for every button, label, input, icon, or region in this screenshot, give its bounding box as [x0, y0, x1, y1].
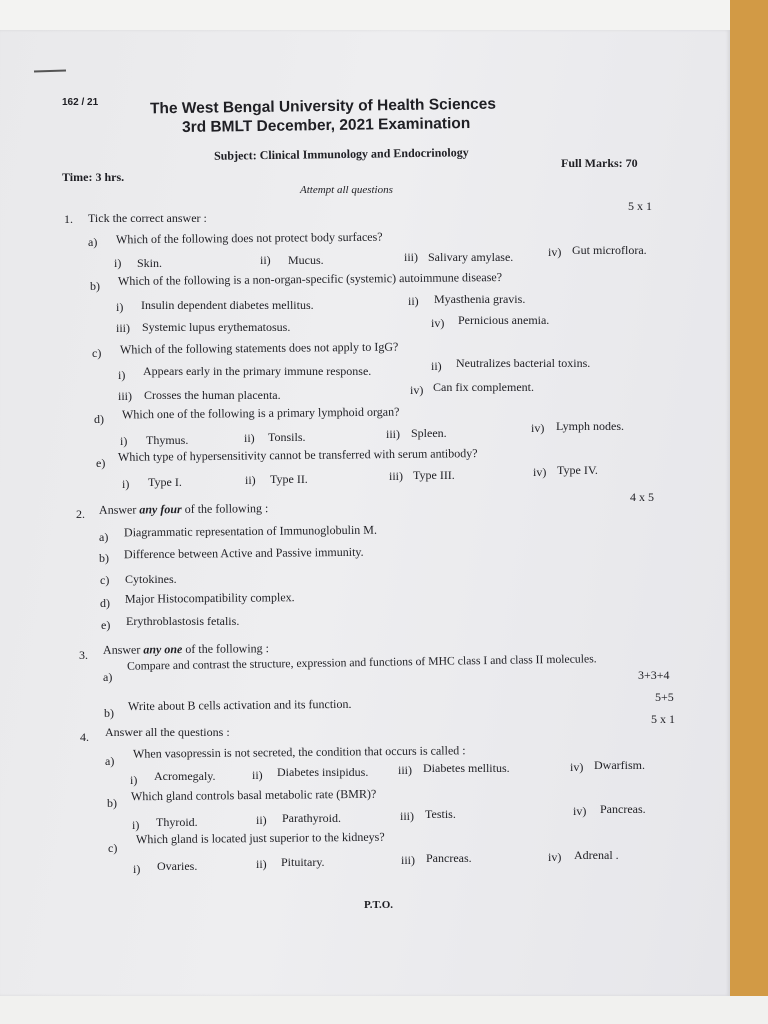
q4a-opt3: Diabetes mellitus.: [423, 761, 510, 775]
q4b-opt3-label: iii): [400, 809, 414, 823]
q1e-opt2-label: ii): [245, 473, 256, 487]
q3-instruction: Answer any one of the following :: [102, 641, 270, 657]
q1b-opt2: Myasthenia gravis.: [434, 292, 526, 306]
q3b-label: b): [104, 706, 114, 720]
q1e-opt1-label: i): [122, 477, 130, 491]
q1b-opt4: Pernicious anemia.: [458, 313, 550, 327]
q4c-label: c): [108, 841, 118, 855]
q1e-opt4-label: iv): [533, 465, 547, 479]
q4a-opt2: Diabetes insipidus.: [277, 765, 369, 779]
q1d-opt2: Tonsils.: [268, 430, 306, 444]
q2-marks: 4 x 5: [630, 490, 654, 504]
q3a-text: Compare and contrast the structure, expression and functions of MHC class I and class II molecules.: [126, 652, 597, 673]
q4c-opt2: Pituitary.: [281, 855, 325, 869]
q2b-text: Difference between Active and Passive immunity.: [123, 544, 364, 562]
q1c-opt4: Can fix complement.: [433, 380, 534, 394]
q4c-opt3: Pancreas.: [426, 851, 472, 865]
subject-line: Subject: Clinical Immunology and Endocrinology: [213, 145, 469, 163]
full-marks: Full Marks: 70: [561, 156, 638, 170]
q1a-opt3: Salivary amylase.: [428, 250, 514, 264]
q1-marks: 5 x 1: [628, 199, 652, 213]
q4-number: 4.: [80, 730, 89, 744]
q4a-opt4-label: iv): [570, 760, 584, 774]
instruction-line: Attempt all questions: [300, 184, 393, 196]
q1b-opt3: Systemic lupus erythematosus.: [142, 320, 291, 334]
q4b-opt2: Parathyroid.: [282, 811, 341, 825]
q1e-opt3-label: iii): [389, 469, 403, 483]
q2c-text: Cytokines.: [125, 572, 177, 586]
q2b-label: b): [99, 551, 109, 565]
q1c-text: Which of the following statements does not apply to IgG?: [119, 339, 399, 357]
q4c-opt3-label: iii): [401, 853, 415, 867]
q1a-opt4-label: iv): [548, 245, 562, 259]
q1c-opt3-label: iii): [118, 389, 132, 403]
q2d-text: Major Histocompatibility complex.: [124, 590, 295, 606]
q4a-opt1: Acromegaly.: [154, 769, 216, 783]
q1b-opt2-label: ii): [408, 294, 419, 308]
q1b-opt3-label: iii): [116, 321, 130, 335]
q2-number: 2.: [76, 507, 85, 521]
q1b-label: b): [90, 279, 100, 293]
q4b-opt1: Thyroid.: [156, 815, 198, 829]
q2a-label: a): [99, 530, 109, 544]
q1a-opt2: Mucus.: [288, 253, 324, 267]
q4a-label: a): [105, 754, 115, 768]
q1d-text: Which one of the following is a primary lymphoid organ?: [121, 404, 400, 422]
q4a-opt2-label: ii): [252, 768, 263, 782]
q1a-opt3-label: iii): [404, 250, 418, 264]
q3a-label: a): [103, 670, 113, 684]
q1d-opt1: Thymus.: [146, 433, 189, 447]
q1a-opt1: Skin.: [137, 256, 163, 270]
paper-code: 162 / 21: [62, 97, 99, 108]
q3a-marks: 3+3+4: [638, 668, 670, 682]
q1c-opt2: Neutralizes bacterial toxins.: [456, 356, 591, 370]
desk-background-bottom: [0, 996, 768, 1024]
q1c-opt3: Crosses the human placenta.: [144, 388, 281, 402]
q1a-text: Which of the following does not protect body surfaces?: [115, 229, 383, 247]
q2d-label: d): [100, 596, 110, 610]
desk-background-top: [0, 0, 768, 30]
q1e-label: e): [96, 456, 106, 470]
q3-number: 3.: [79, 648, 88, 662]
q4b-label: b): [107, 796, 117, 810]
q1a-opt4: Gut microflora.: [572, 243, 647, 257]
q4c-text: Which gland is located just superior to the kidneys?: [135, 829, 385, 847]
q4a-text: When vasopressin is not secreted, the condition that occurs is called :: [132, 743, 466, 761]
q1a-opt2-label: ii): [260, 253, 271, 267]
q1d-opt3: Spleen.: [411, 426, 447, 440]
q2a-text: Diagrammatic representation of Immunoglobulin M.: [123, 522, 378, 540]
q3b-text: Write about B cells activation and its function.: [127, 696, 352, 714]
q4c-opt4: Adrenal .: [574, 848, 619, 862]
q4a-opt1-label: i): [130, 773, 138, 787]
q4c-opt2-label: ii): [256, 857, 267, 871]
desk-background-right: [730, 0, 768, 1024]
q1b-opt4-label: iv): [431, 316, 445, 330]
q4c-opt1-label: i): [133, 862, 141, 876]
q1c-label: c): [92, 346, 102, 360]
q1b-opt1: Insulin dependent diabetes mellitus.: [141, 298, 314, 312]
q1b-text: Which of the following is a non-organ-specific (systemic) autoimmune disease?: [117, 269, 503, 289]
q4c-opt4-label: iv): [548, 850, 562, 864]
q1d-opt3-label: iii): [386, 427, 400, 441]
q4b-opt4: Pancreas.: [600, 802, 646, 816]
q1d-opt4: Lymph nodes.: [556, 419, 624, 433]
q1c-opt4-label: iv): [410, 383, 424, 397]
q4a-opt3-label: iii): [398, 763, 412, 777]
please-turn-over: P.T.O.: [364, 899, 394, 911]
q4a-opt4: Dwarfism.: [594, 758, 645, 772]
q1d-label: d): [94, 412, 104, 426]
exam-title: 3rd BMLT December, 2021 Examination: [181, 114, 471, 137]
q1d-opt2-label: ii): [244, 431, 255, 445]
q1c-opt1: Appears early in the primary immune response.: [143, 364, 372, 378]
q2e-label: e): [101, 618, 111, 632]
q1-number: 1.: [64, 212, 73, 226]
q4-marks: 5 x 1: [651, 712, 675, 726]
q2c-label: c): [100, 573, 110, 587]
q4b-opt3: Testis.: [425, 807, 456, 821]
q1e-opt2: Type II.: [270, 472, 308, 486]
q4b-opt4-label: iv): [573, 804, 587, 818]
q1c-opt1-label: i): [118, 368, 126, 382]
q1e-opt4: Type IV.: [557, 463, 598, 477]
q1b-opt1-label: i): [116, 300, 124, 314]
q1d-opt1-label: i): [120, 434, 128, 448]
q4b-opt2-label: ii): [256, 813, 267, 827]
q1d-opt4-label: iv): [531, 421, 545, 435]
q4b-text: Which gland controls basal metabolic rate (BMR)?: [130, 786, 377, 804]
q1e-text: Which type of hypersensitivity cannot be transferred with serum antibody?: [117, 446, 478, 464]
q1a-label: a): [88, 235, 98, 249]
university-title: The West Bengal University of Health Sciences: [149, 95, 497, 118]
q4-instruction: Answer all the questions :: [105, 725, 230, 739]
q1a-opt1-label: i): [114, 256, 122, 270]
q2-instruction: Answer any four of the following :: [98, 501, 269, 517]
q1-instruction: Tick the correct answer :: [88, 211, 207, 225]
time-allowed: Time: 3 hrs.: [62, 170, 125, 184]
q1c-opt2-label: ii): [431, 359, 442, 373]
q1e-opt3: Type III.: [413, 468, 455, 482]
q3b-marks: 5+5: [655, 690, 674, 704]
q2e-text: Erythroblastosis fetalis.: [126, 614, 240, 628]
q4c-opt1: Ovaries.: [157, 859, 198, 873]
q4b-opt1-label: i): [132, 818, 140, 832]
q1e-opt1: Type I.: [148, 475, 182, 489]
